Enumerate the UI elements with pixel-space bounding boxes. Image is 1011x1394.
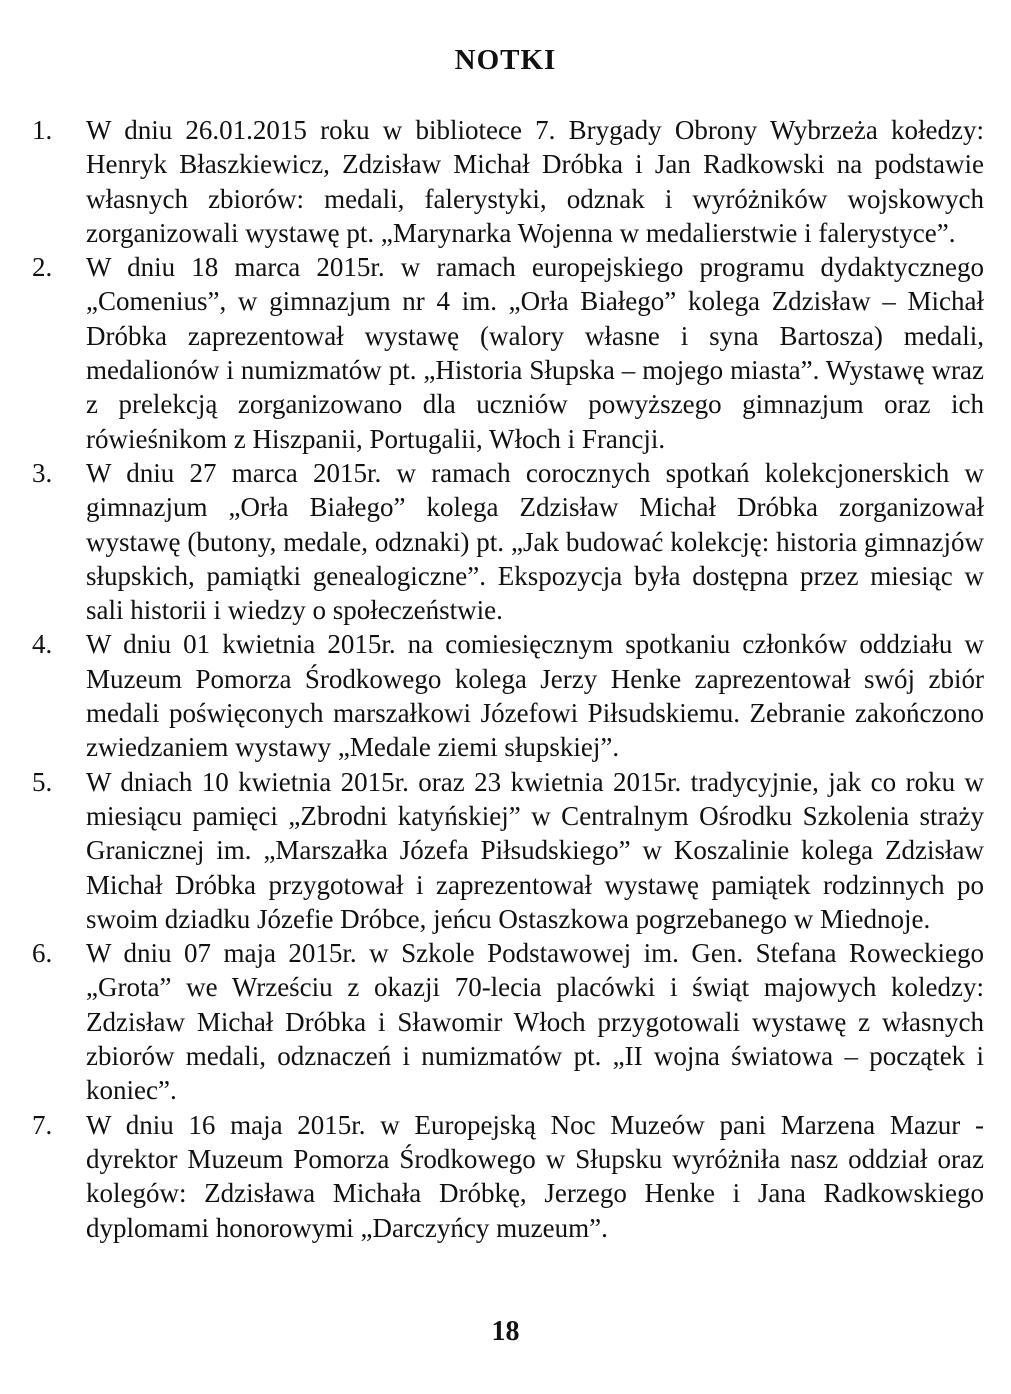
notes-list bbox=[28, 113, 984, 1245]
list-item-text: W dniu 07 maja 2015r. w Szkole Podstawowej im. Gen. Stefana Roweckiego „Grota” we Wrześciu z okazji 70-lecia placówki i świąt majowych koledzy: Zdzisław Michał Dróbka i Sławomir Włoch przygotowali wystawę z własnych zbiorów medali, odznaczeń i numizmatów pt. „II wojna światowa – początek i koniec”. bbox=[86, 938, 984, 1106]
list-item-number: 1. bbox=[32, 115, 53, 145]
list-item-number: 5. bbox=[32, 766, 53, 797]
list-item-text: W dniu 27 marca 2015r. w ramach corocznych spotkań kolekcjonerskich w gimnazjum „Orła Białego” kolega Zdzisław Michał Dróbka zorganizował wystawę (butony, medale, odznaki) pt. „Jak budować kolekcję: historia gimnazjów słupskich, pamiątki genealogiczne”. Ekspozycja była dostępna przez miesiąc w sali historii i wiedzy o społeczeństwie. bbox=[86, 457, 984, 626]
list-item-number: 7. bbox=[32, 1109, 53, 1140]
list-item bbox=[28, 936, 984, 1107]
list-item-text: W dniach 10 kwietnia 2015r. oraz 23 kwietnia 2015r. tradycyjnie, jak co roku w miesiącu pamięci „Zbrodni katyńskiej” w Centralnym Ośrodku Szkolenia straży Granicznej im. „Marszałka Józefa Piłsudskiego” w Koszalinie kolega Zdzisław Michał Dróbka przygotował i zaprezentował wystawę pamiątek rodzinnych po swoim dziadku Józefie Dróbce, jeńcu Ostaszkowa pogrzebanego w Miednoje. bbox=[86, 766, 984, 934]
list-item-number: 4. bbox=[32, 629, 53, 660]
list-item-number: 6. bbox=[32, 938, 53, 969]
list-item-text: W dniu 18 marca 2015r. w ramach europejskiego programu dydaktycznego „Comenius”, w gimnazjum nr 4 im. „Orła Białego” kolega Zdzisław – Michał Dróbka zaprezentował wystawę (walory własne i syna Bartosza) medali, medalionów i numizmatów pt. „Historia Słupska – mojego miasta”. Wystawę wraz z prelekcją zorganizowano dla uczniów powyższego gimnazjum oraz ich rówieśnikom z Hiszpanii, Portugalii, Włoch i Francji. bbox=[86, 252, 984, 454]
list-item bbox=[28, 765, 984, 936]
list-item bbox=[28, 456, 984, 627]
list-item-text: W dniu 01 kwietnia 2015r. na comiesięcznym spotkaniu członków oddziału w Muzeum Pomorza Środkowego kolega Jerzy Henke zaprezentował swój zbiór medali poświęconych marszałkowi Józefowi Piłsudskiemu. Zebranie zakończono zwiedzaniem wystawy „Medale ziemi słupskiej”. bbox=[86, 629, 984, 763]
list-item-text: W dniu 16 maja 2015r. w Europejską Noc Muzeów pani Marzena Mazur - dyrektor Muzeum Pomorza Środkowego w Słupsku wyróżniła nasz oddział oraz kolegów: Zdzisława Michała Dróbkę, Jerzego Henke i Jana Radkowskiego dyplomami honorowymi „Darczyńcy muzeum”. bbox=[86, 1109, 984, 1243]
list-item-text: W dniu 26.01.2015 roku w bibliotece 7. Brygady Obrony Wybrzeża kołedzy: Henryk Błaszkiewicz, Zdzisław Michał Dróbka i Jan Radkowski na podstawie własnych zbiorów: medali, falerystyki, odznak i wyróżników wojskowych zorganizowali wystawę pt. „Marynarka Wojenna w medalierstwie i falerystyce”. bbox=[86, 115, 984, 248]
page-title: NOTKI bbox=[454, 44, 557, 76]
list-item-number: 2. bbox=[32, 252, 53, 283]
list-item bbox=[28, 113, 984, 250]
page-number: 18 bbox=[491, 1316, 520, 1347]
list-item bbox=[28, 627, 984, 764]
list-item-number: 3. bbox=[32, 457, 53, 488]
list-item bbox=[28, 1108, 984, 1245]
list-item bbox=[28, 250, 984, 456]
